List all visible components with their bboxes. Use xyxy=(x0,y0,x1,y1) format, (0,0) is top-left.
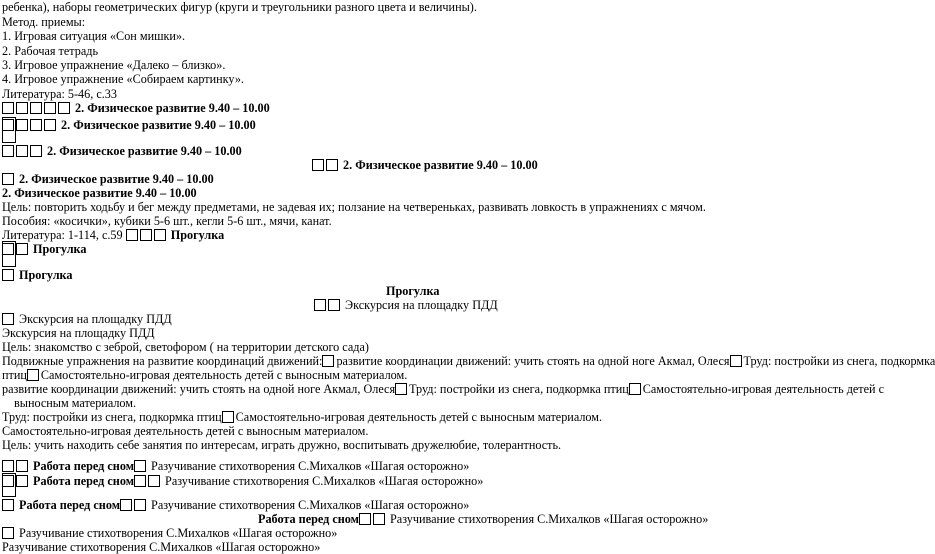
text-line xyxy=(2,354,935,368)
poem-text: Разучивание стихотворения С.Михалков «Шагая осторожно» xyxy=(151,498,470,512)
placeholder-glyph-icon xyxy=(328,299,340,311)
placeholder-glyph-icon xyxy=(326,159,338,171)
placeholder-glyph-icon xyxy=(395,383,407,395)
placeholder-glyph-icon xyxy=(373,513,385,525)
placeholder-glyph-icon xyxy=(134,499,146,511)
text-line xyxy=(2,382,884,396)
text-line: Литература: 5-46, с.33 xyxy=(2,87,117,101)
placeholder-glyph-icon xyxy=(44,102,56,114)
pe-heading: 2. Физическое развитие 9.40 – 10.00 xyxy=(19,172,214,186)
placeholder-glyph-icon xyxy=(154,229,166,241)
text-line: Цель: знакомство с зеброй, светофором ( на территории детского сада) xyxy=(2,340,369,354)
heading-line xyxy=(2,268,73,282)
text-line: 3. Игровое упражнение «Далеко – близко». xyxy=(2,58,226,72)
indep-text: Самостоятельно-игровая деятельность детей с выносным материалом. xyxy=(40,368,408,382)
text-line: Пособия: «косички», кубики 5-6 шт., кегли 5-6 шт., мячи, канат. xyxy=(2,214,332,228)
text-line xyxy=(2,228,224,242)
poem-text: Разучивание стихотворения С.Михалков «Шагая осторожно» xyxy=(151,459,470,473)
labor-text: Труд: постройки из снега, подкормка xyxy=(743,354,935,368)
walk-heading: Прогулка xyxy=(19,268,73,282)
text-line: ребенка), наборы геометрических фигур (круги и треугольники разного цвета и величины). xyxy=(2,0,477,14)
text-line: Самостоятельно-игровая деятельность детей с выносным материалом. xyxy=(2,424,369,438)
text-line: 4. Игровое упражнение «Собираем картинку». xyxy=(2,72,244,86)
heading-line xyxy=(2,144,242,158)
text-line: выносным материалом. xyxy=(14,396,137,410)
text-line xyxy=(2,368,407,382)
frame-box xyxy=(2,241,16,267)
heading-line xyxy=(2,101,270,115)
placeholder-glyph-icon xyxy=(134,475,146,487)
placeholder-glyph-icon xyxy=(359,513,371,525)
indep-text: Самостоятельно-игровая деятельность детей с выносным материалом. xyxy=(235,410,603,424)
placeholder-glyph-icon xyxy=(2,145,14,157)
text-line: Цель: учить находить себе занятия по интересам, играть дружно, воспитывать дружелюбие, толерантность. xyxy=(2,438,562,452)
text-line xyxy=(2,410,602,424)
heading-line xyxy=(312,158,538,172)
text-line: Цель: повторить ходьбу и бег между предметами, не задевая их; ползание на четвереньках, развивать ловкость в упражнениях с мячом. xyxy=(2,200,706,214)
placeholder-glyph-icon xyxy=(314,299,326,311)
placeholder-glyph-icon xyxy=(30,102,42,114)
placeholder-glyph-icon xyxy=(16,243,28,255)
heading-line xyxy=(2,172,214,186)
placeholder-glyph-icon xyxy=(2,102,14,114)
placeholder-glyph-icon xyxy=(2,460,14,472)
work-heading: Работа перед сном xyxy=(258,512,359,526)
text-line xyxy=(2,526,337,540)
placeholder-glyph-icon xyxy=(2,313,14,325)
mobile-text: Подвижные упражнения на развитие координаций движений: xyxy=(2,354,323,368)
coord-text: развитие координации движений: учить стоять на одной ноге Акмал, Олеся xyxy=(2,382,396,396)
pe-heading: 2. Физическое развитие 9.40 – 10.00 xyxy=(343,158,538,172)
text-line: Экскурсия на площадку ПДД xyxy=(2,326,155,340)
placeholder-glyph-icon xyxy=(2,499,14,511)
placeholder-glyph-icon xyxy=(148,475,160,487)
text-line xyxy=(2,498,469,512)
placeholder-glyph-icon xyxy=(120,499,132,511)
walk-heading: Прогулка xyxy=(386,284,440,298)
placeholder-glyph-icon xyxy=(16,119,28,131)
placeholder-glyph-icon xyxy=(322,355,334,367)
text-line xyxy=(2,312,172,326)
text-line: Разучивание стихотворения С.Михалков «Шагая осторожно» xyxy=(2,540,321,554)
text-line: 1. Игровая ситуация «Сон мишки». xyxy=(2,29,186,43)
labor-text: Труд: постройки из снега, подкормка птиц xyxy=(2,410,222,424)
placeholder-glyph-icon xyxy=(2,527,14,539)
excursion-text: Экскурсия на площадку ПДД xyxy=(345,298,498,312)
pe-heading: 2. Физическое развитие 9.40 – 10.00 xyxy=(2,186,197,200)
literature-text: Литература: 1-114, с.59 xyxy=(2,228,123,242)
pe-heading: 2. Физическое развитие 9.40 – 10.00 xyxy=(47,144,242,158)
poem-text: Разучивание стихотворения С.Михалков «Шагая осторожно» xyxy=(19,526,338,540)
placeholder-glyph-icon xyxy=(27,369,39,381)
placeholder-glyph-icon xyxy=(44,119,56,131)
poem-text: Разучивание стихотворения С.Михалков «Шагая осторожно» xyxy=(165,474,484,488)
placeholder-glyph-icon xyxy=(16,102,28,114)
heading-line xyxy=(2,118,256,132)
text-line xyxy=(2,459,469,473)
placeholder-glyph-icon xyxy=(134,460,146,472)
placeholder-glyph-icon xyxy=(312,159,324,171)
placeholder-glyph-icon xyxy=(16,460,28,472)
excursion-text: Экскурсия на площадку ПДД xyxy=(19,312,172,326)
placeholder-glyph-icon xyxy=(730,355,742,367)
placeholder-glyph-icon xyxy=(629,383,641,395)
placeholder-glyph-icon xyxy=(126,229,138,241)
placeholder-glyph-icon xyxy=(16,475,28,487)
work-heading: Работа перед сном xyxy=(33,459,134,473)
birds-text: птиц xyxy=(2,368,27,382)
placeholder-glyph-icon xyxy=(30,119,42,131)
placeholder-glyph-icon xyxy=(16,145,28,157)
text-line: 2. Рабочая тетрадь xyxy=(2,44,99,58)
coord-text: развитие координации движений: учить стоять на одной ноге Акмал, Олеся xyxy=(336,354,730,368)
pe-heading: 2. Физическое развитие 9.40 – 10.00 xyxy=(75,101,270,115)
text-line xyxy=(2,474,483,488)
text-line xyxy=(258,512,708,526)
placeholder-glyph-icon xyxy=(2,269,14,281)
indep-text: Самостоятельно-игровая деятельность детей с xyxy=(642,382,885,396)
labor-text: Труд: постройки из снега, подкормка птиц xyxy=(409,382,629,396)
frame-box xyxy=(2,117,16,143)
pe-heading: 2. Физическое развитие 9.40 – 10.00 xyxy=(61,118,256,132)
frame-box xyxy=(2,473,16,497)
poem-text: Разучивание стихотворения С.Михалков «Шагая осторожно» xyxy=(390,512,709,526)
work-heading: Работа перед сном xyxy=(33,474,134,488)
placeholder-glyph-icon xyxy=(222,411,234,423)
placeholder-glyph-icon xyxy=(58,102,70,114)
walk-heading: Прогулка xyxy=(33,242,87,256)
text-line xyxy=(314,298,498,312)
placeholder-glyph-icon xyxy=(2,173,14,185)
text-line: Метод. приемы: xyxy=(2,15,86,29)
placeholder-glyph-icon xyxy=(140,229,152,241)
walk-heading: Прогулка xyxy=(170,228,225,242)
work-heading: Работа перед сном xyxy=(19,498,120,512)
placeholder-glyph-icon xyxy=(30,145,42,157)
